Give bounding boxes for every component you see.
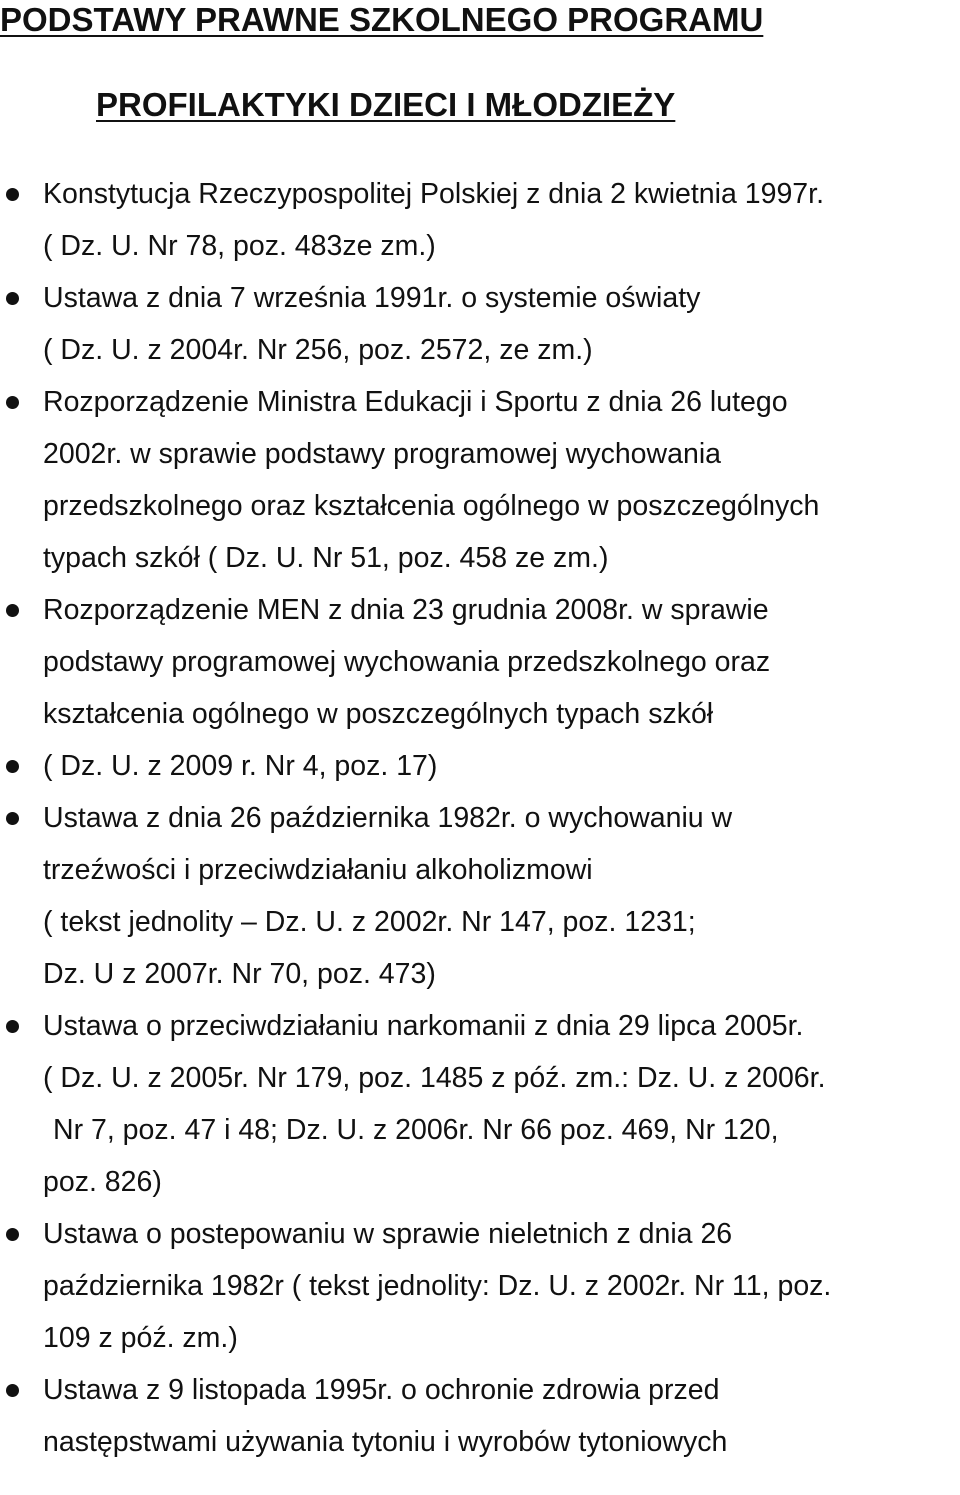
item-line: 109 z póź. zm.) <box>43 1322 238 1354</box>
item-line: Ustawa o postepowaniu w sprawie nieletnich z dnia 26 <box>43 1218 733 1250</box>
list-item <box>0 1000 960 1208</box>
list-item <box>0 1364 960 1468</box>
item-line: poz. 826) <box>43 1166 162 1198</box>
item-line: przedszkolnego oraz kształcenia ogólnego w poszczególnych <box>43 490 820 522</box>
item-line: Ustawa z dnia 7 września 1991r. o systemie oświaty <box>43 282 701 314</box>
document-title-line-2: PROFILAKTYKI DZIECI I MŁODZIEŻY <box>96 86 676 123</box>
item-line: października 1982r ( tekst jednolity: Dz. U. z 2002r. Nr 11, poz. <box>43 1270 832 1302</box>
item-line: Nr 7, poz. 47 i 48; Dz. U. z 2006r. Nr 66 poz. 469, Nr 120, <box>53 1114 779 1146</box>
item-line: podstawy programowej wychowania przedszkolnego oraz <box>43 646 771 678</box>
bullet-icon <box>6 396 19 409</box>
item-line: Rozporządzenie MEN z dnia 23 grudnia 2008r. w sprawie <box>43 594 769 626</box>
bullet-icon <box>6 1228 19 1241</box>
item-line: ( Dz. U. z 2004r. Nr 256, poz. 2572, ze zm.) <box>43 334 593 366</box>
list-item <box>0 740 960 792</box>
item-line: Ustawa z dnia 26 października 1982r. o wychowaniu w <box>43 802 733 834</box>
legal-basis-list <box>0 168 960 1468</box>
item-line: Ustawa o przeciwdziałaniu narkomanii z dnia 29 lipca 2005r. <box>43 1010 804 1042</box>
item-line: następstwami używania tytoniu i wyrobów tytoniowych <box>43 1426 728 1458</box>
list-item <box>0 272 960 376</box>
item-line: trzeźwości i przeciwdziałaniu alkoholizmowi <box>43 854 593 886</box>
item-line: ( tekst jednolity – Dz. U. z 2002r. Nr 147, poz. 1231; <box>43 906 696 938</box>
item-line: Rozporządzenie Ministra Edukacji i Sportu z dnia 26 lutego <box>43 386 788 418</box>
item-line: Ustawa z 9 listopada 1995r. o ochronie zdrowia przed <box>43 1374 720 1406</box>
bullet-icon <box>6 1384 19 1397</box>
bullet-icon <box>6 188 19 201</box>
item-line: kształcenia ogólnego w poszczególnych typach szkół <box>43 698 714 730</box>
item-line: ( Dz. U. z 2009 r. Nr 4, poz. 17) <box>43 750 438 782</box>
bullet-icon <box>6 292 19 305</box>
item-line: ( Dz. U. Nr 78, poz. 483ze zm.) <box>43 230 436 262</box>
list-item <box>0 1208 960 1364</box>
list-item <box>0 792 960 1000</box>
bullet-icon <box>6 1020 19 1033</box>
list-item <box>0 376 960 584</box>
item-line: 2002r. w sprawie podstawy programowej wychowania <box>43 438 722 470</box>
item-line: ( Dz. U. z 2005r. Nr 179, poz. 1485 z póź. zm.: Dz. U. z 2006r. <box>43 1062 826 1094</box>
list-item <box>0 168 960 272</box>
item-line: typach szkół ( Dz. U. Nr 51, poz. 458 ze zm.) <box>43 542 609 574</box>
bullet-icon <box>6 812 19 825</box>
list-item <box>0 584 960 740</box>
item-line: Dz. U z 2007r. Nr 70, poz. 473) <box>43 958 436 990</box>
item-line: Konstytucja Rzeczypospolitej Polskiej z dnia 2 kwietnia 1997r. <box>43 178 824 210</box>
document-title-line-1: PODSTAWY PRAWNE SZKOLNEGO PROGRAMU <box>0 1 764 38</box>
bullet-icon <box>6 760 19 773</box>
bullet-icon <box>6 604 19 617</box>
